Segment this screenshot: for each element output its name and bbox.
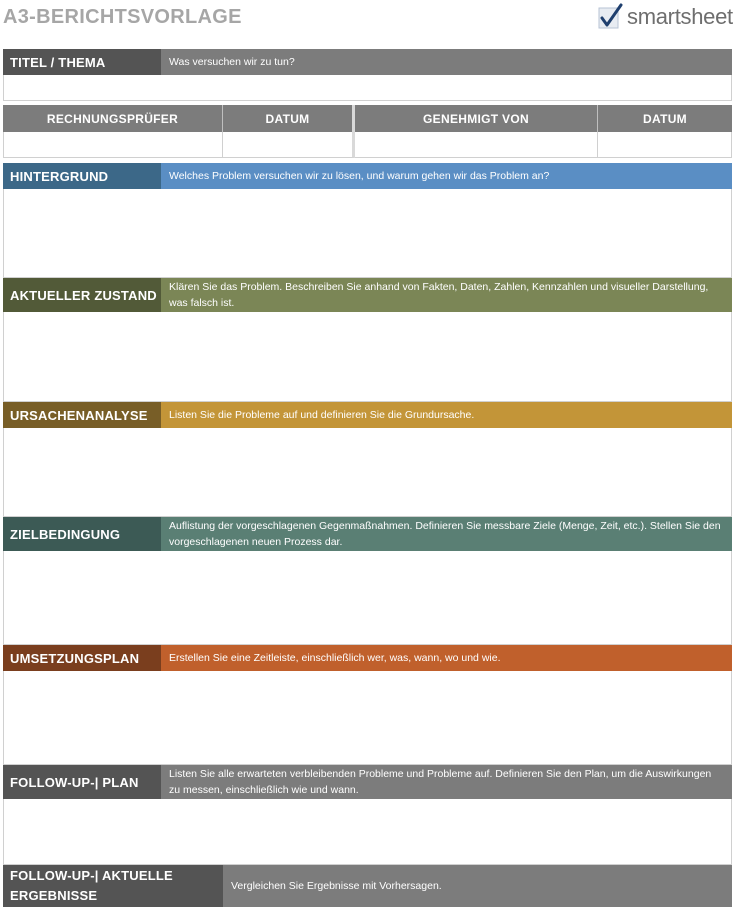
hintergrund-label: HINTERGRUND [3,163,161,189]
umsetzung-label: UMSETZUNGSPLAN [3,645,161,671]
datum-2-field[interactable] [598,132,732,158]
followup-ergebnisse-label: FOLLOW-UP-| AKTUELLE ERGEBNISSE [3,865,223,907]
hintergrund-field[interactable] [3,189,732,278]
ursachen-field[interactable] [3,428,732,517]
logo-text: smartsheet [627,4,733,29]
titel-row [3,49,732,75]
section-ursachenanalyse [3,402,732,428]
approval-header [3,105,732,132]
ziel-field[interactable] [3,551,732,645]
ursachen-text: Listen Sie die Probleme auf und definieren Sie die Grundursache. [169,409,475,421]
genehmigt-von-field[interactable] [355,132,598,158]
section-followup-plan [3,765,732,799]
zustand-field[interactable] [3,312,732,402]
hintergrund-text: Welches Problem versuchen wir zu lösen, und warum gehen wir das Problem an? [169,170,550,182]
umsetzung-field[interactable] [3,671,732,765]
followup-ergebnisse-text: Vergleichen Sie Ergebnisse mit Vorhersagen. [231,880,442,892]
ziel-label: ZIELBEDINGUNG [3,517,161,551]
ziel-text: Auflistung der vorgeschlagenen Gegenmaßnahmen. Definieren Sie messbare Ziele (Menge, Zeit, etc.). Stellen Sie den vorgeschlagenen neuen Prozess dar. [169,520,721,548]
smartsheet-logo [598,2,733,32]
titel-field[interactable] [3,75,732,101]
datum-1-field[interactable] [223,132,355,158]
page-title: A3-BERICHTSVORLAGE [3,6,242,28]
zustand-text: Klären Sie das Problem. Beschreiben Sie anhand von Fakten, Daten, Zahlen, Kennzahlen und visueller Darstellung, was falsch ist. [169,281,709,309]
followup-plan-field[interactable] [3,799,732,865]
zustand-label: AKTUELLER ZUSTAND [3,278,161,312]
titel-text: Was versuchen wir zu tun? [169,56,295,68]
section-umsetzungsplan [3,645,732,671]
approval-values [3,132,732,158]
followup-plan-label: FOLLOW-UP-| PLAN [3,765,161,799]
section-hintergrund [3,163,732,189]
col-datum-1: DATUM [223,105,355,132]
umsetzung-text: Erstellen Sie eine Zeitleiste, einschließlich wer, was, wann, wo und wie. [169,652,501,664]
col-datum-2: DATUM [598,105,732,132]
checkmark-icon [598,3,624,31]
rechnungspruefer-field[interactable] [3,132,223,158]
col-genehmigt-von: GENEHMIGT VON [355,105,598,132]
section-zielbedingung [3,517,732,551]
followup-plan-text: Listen Sie alle erwarteten verbleibenden Probleme und Probleme auf. Definieren Sie den Plan, um die Auswirkungen zu messen, einschließlich wie und wann. [169,768,712,796]
titel-label: TITEL / THEMA [3,49,161,75]
section-followup-ergebnisse [3,865,732,907]
col-rechnungspruefer: RECHNUNGSPRÜFER [3,105,223,132]
ursachen-label: URSACHENANALYSE [3,402,161,428]
section-aktueller-zustand [3,278,732,312]
